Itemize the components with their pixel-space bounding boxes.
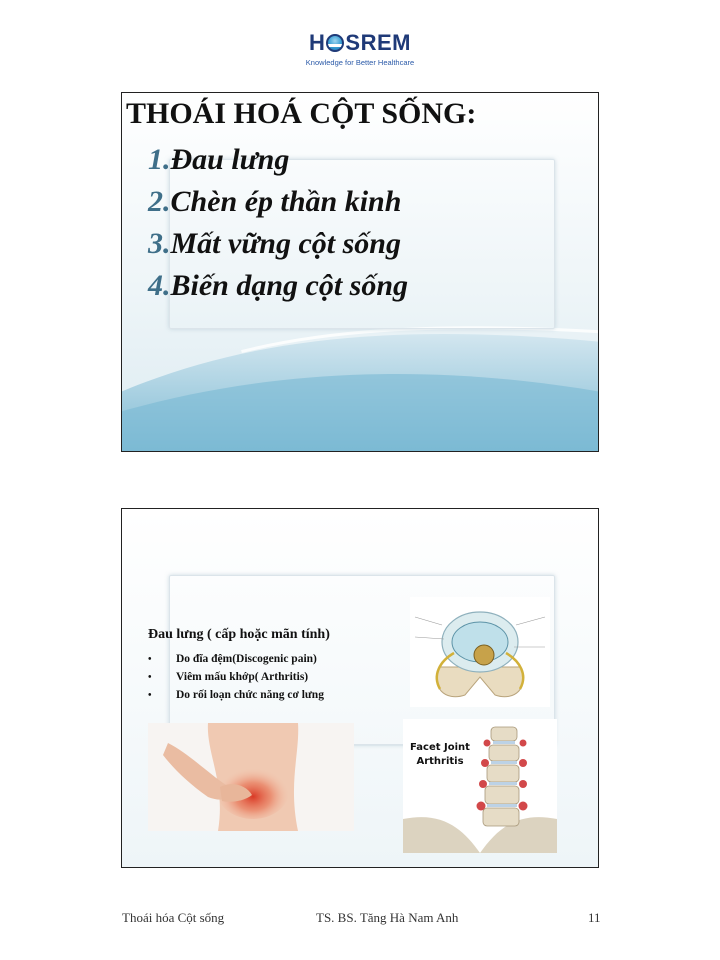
caption-line-1: Facet Joint [410, 742, 470, 753]
page-footer [0, 910, 720, 930]
item-number: 2. [148, 185, 171, 218]
bullet-list [148, 650, 324, 704]
vertebra-illustration [410, 597, 550, 707]
list-item [148, 181, 408, 223]
hosrem-logo [298, 30, 422, 70]
bullet-text: Do rối loạn chức năng cơ lưng [176, 689, 324, 701]
list-item [148, 139, 408, 181]
item-number: 4. [148, 269, 171, 302]
numbered-list [148, 139, 408, 307]
spine-illustration [403, 719, 557, 853]
item-text: Đau lưng [170, 143, 290, 176]
slide-1 [121, 92, 599, 452]
logo-letter-h: H [309, 30, 326, 55]
bullet-item [148, 650, 324, 668]
footer-document-title: Thoái hóa Cột sống [122, 910, 225, 925]
list-item [148, 223, 408, 265]
logo-letters-srem: SREM [345, 30, 411, 55]
bullet-item [148, 668, 324, 686]
footer-author: TS. BS. Tăng Hà Nam Anh [316, 910, 459, 925]
bullet-icon: • [148, 672, 152, 683]
page-number: 11 [588, 910, 601, 925]
item-text: Chèn ép thần kinh [170, 185, 402, 218]
bullet-icon: • [148, 690, 152, 701]
facet-caption [403, 741, 477, 769]
slide-2 [121, 508, 599, 868]
caption-line-2: Arthritis [416, 756, 464, 767]
item-text: Biến dạng cột sống [170, 269, 409, 302]
logo-wordmark [298, 30, 422, 56]
back-pain-photo [148, 723, 354, 831]
item-text: Mất vững cột sống [170, 227, 401, 260]
item-number: 1. [148, 143, 171, 176]
bullet-text: Do đĩa đệm(Discogenic pain) [176, 653, 317, 665]
list-item [148, 265, 408, 307]
slide-heading: Đau lưng ( cấp hoặc mãn tính) [148, 627, 330, 642]
facet-joint-image [403, 719, 557, 853]
logo-tagline: Knowledge for Better Healthcare [305, 58, 415, 67]
bullet-item [148, 686, 324, 704]
bullet-icon: • [148, 654, 152, 665]
bullet-text: Viêm mấu khớp( Arthritis) [176, 671, 309, 683]
globe-icon [326, 34, 344, 52]
slide-title: THOÁI HOÁ CỘT SỐNG: [126, 97, 477, 130]
item-number: 3. [148, 227, 171, 260]
